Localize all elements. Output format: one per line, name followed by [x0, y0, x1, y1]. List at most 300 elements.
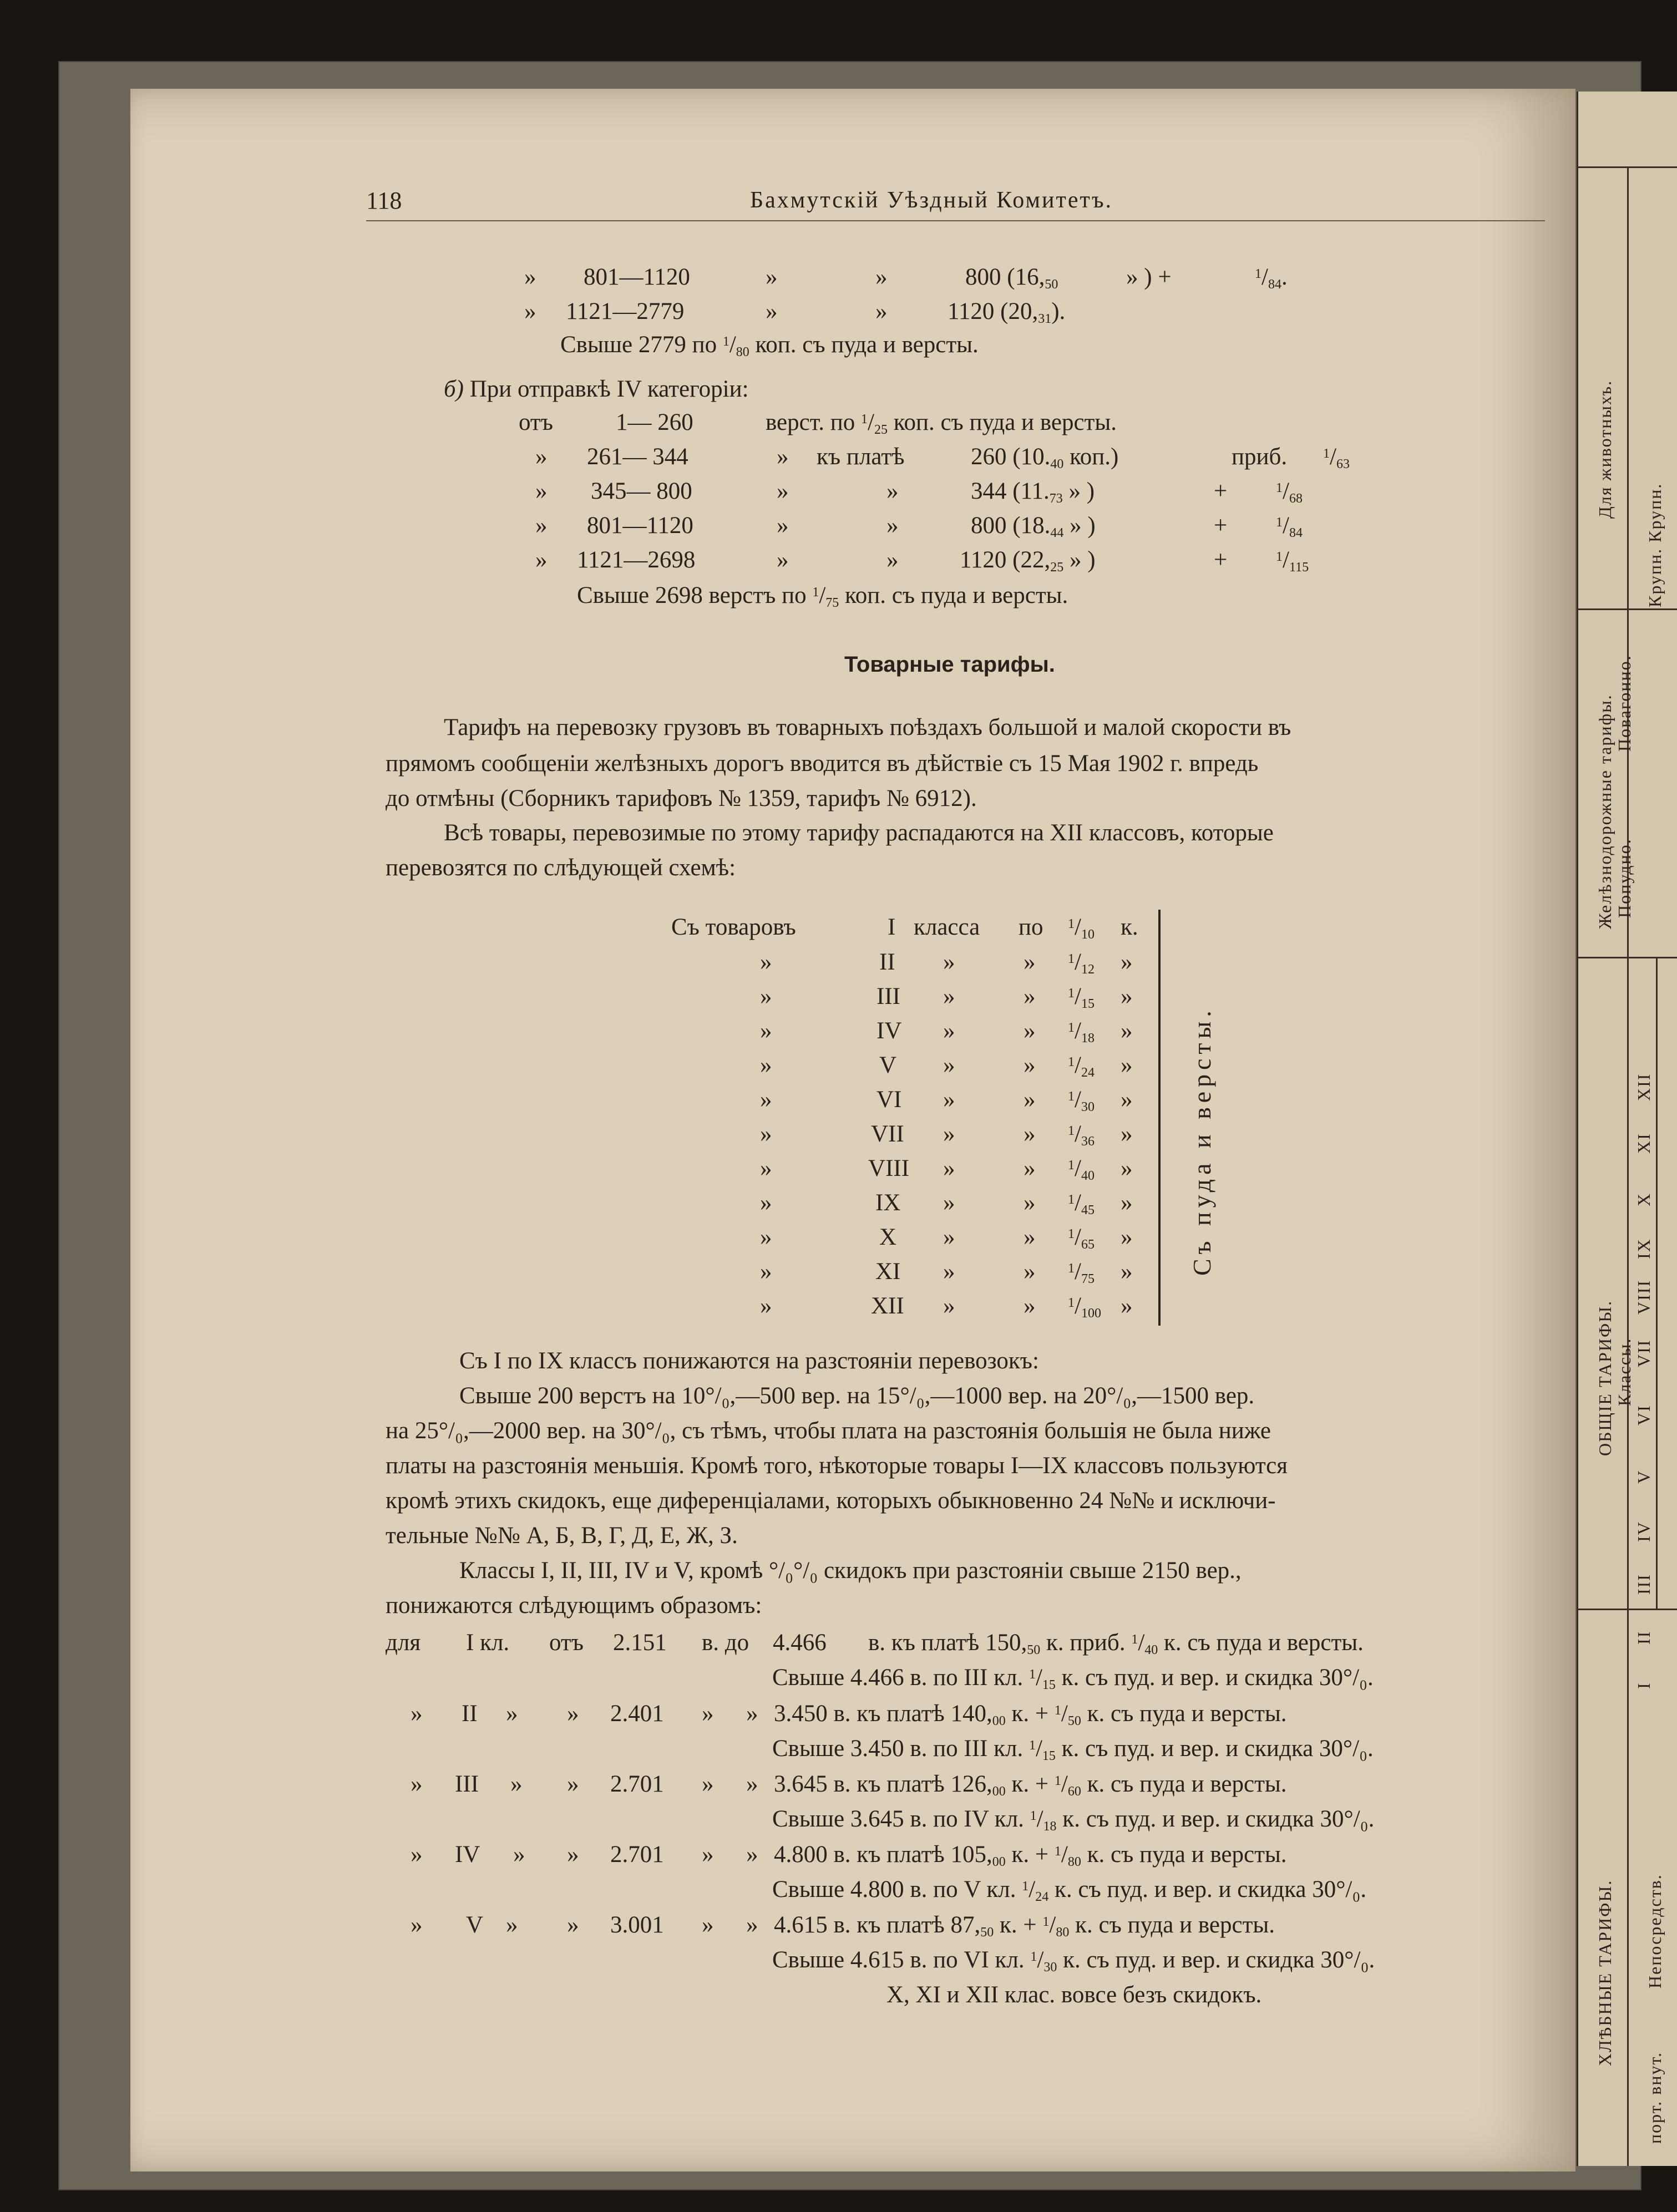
reduction-beyond: Свыше 4.800 в. по V кл. $^1/_{24}$ к. съ пуд. и вер. и скидка 30°/₀. — [772, 1876, 1367, 1904]
class-number: IX — [875, 1190, 901, 1216]
rate-den: 65 — [1081, 1237, 1095, 1252]
ditto-mark: » — [875, 298, 888, 324]
ditto-mark: » — [1024, 1259, 1036, 1285]
ditto-mark: » — [567, 1771, 579, 1797]
rate-den: 10 — [1081, 927, 1095, 942]
ditto-mark: » — [1121, 983, 1133, 1009]
ditto-mark: » — [1024, 1190, 1036, 1216]
ditto-mark: » — [760, 1155, 772, 1181]
class-label: I кл. — [466, 1630, 510, 1656]
ditto-mark: » — [567, 1701, 579, 1727]
ditto-mark: » — [943, 1155, 955, 1181]
ditto-mark: » — [760, 1190, 772, 1216]
rate-tail: коп. съ пуда и версты. — [893, 409, 1117, 435]
beyond-text: Свыше 4.615 в. по VI кл. — [772, 1947, 1025, 1973]
charge-op: к. + — [1011, 1771, 1049, 1797]
bracket-label: Съ пуда и версты. — [1188, 1006, 1216, 1276]
ditto-mark: » — [1024, 1018, 1036, 1044]
charge-kopecks: 00 — [992, 1855, 1006, 1869]
class-rate: $^1/_{36}$ — [1068, 1121, 1095, 1149]
ditto-mark: » — [1121, 1121, 1133, 1147]
ditto-mark: » — [886, 478, 899, 504]
distance-to: 3.450 — [774, 1701, 828, 1727]
reduction-rate: 4.615 в. къ платѣ $87,_{50}$ к. + $^1/_{80}$ к. съ пуда и версты. — [774, 1912, 1275, 1940]
ditto-mark: » — [886, 513, 899, 539]
rate-den: 24 — [1035, 1890, 1049, 1904]
class-rate: $^1/_{18}$ — [1068, 1018, 1095, 1046]
section-b-label: б) — [444, 376, 464, 402]
charge-kopecks: 00 — [992, 1714, 1006, 1728]
rate-num: 1 — [1068, 952, 1075, 966]
charge-text: в. къ платѣ 126, — [833, 1771, 992, 1797]
text-line: понижаются слѣдующимъ образомъ: — [386, 1592, 762, 1619]
rate-num: 1 — [1068, 986, 1075, 1001]
ditto-mark: » — [766, 298, 778, 324]
ditto-mark: » — [1024, 949, 1036, 975]
class-label: V — [466, 1912, 484, 1938]
class-col: II — [1634, 1630, 1654, 1645]
closing-paren: ). — [1051, 298, 1066, 324]
ditto-mark: » — [506, 1912, 518, 1938]
rate-den: 80 — [736, 345, 749, 359]
distance-range: 801—1120 — [584, 264, 690, 290]
base-charge-value: 1120 (20, — [948, 298, 1038, 324]
class-number: III — [877, 983, 900, 1009]
class-col: VI — [1634, 1404, 1654, 1425]
rate-num: 1 — [1068, 1261, 1075, 1276]
ditto-mark: » — [411, 1841, 423, 1868]
ditto-mark: » — [760, 1087, 772, 1113]
rate-num: 1 — [1068, 1158, 1075, 1173]
text-line: Тарифъ на перевозку грузовъ въ товарныхъ поѣздахъ большой и малой скорости въ — [444, 714, 1291, 740]
charge-op: к. + — [1011, 1841, 1049, 1868]
distance-to: 4.615 — [774, 1912, 828, 1938]
side-label: Повагонно. — [1614, 655, 1634, 752]
ditto-mark: » — [1024, 1087, 1036, 1113]
for-word: для — [386, 1630, 421, 1656]
surcharge-op: + — [1214, 478, 1228, 504]
rate-den: 25 — [874, 423, 888, 437]
beyond-text: Свыше 3.450 в. по III кл. — [772, 1736, 1024, 1762]
base-charge-value: 344 (11. — [971, 478, 1050, 504]
ditto-mark: » — [943, 1121, 955, 1147]
beyond-text: Свыше 3.645 в. по IV кл. — [772, 1806, 1024, 1832]
base-charge-kopecks: 50 — [1045, 277, 1058, 292]
class-col: IV — [1634, 1521, 1654, 1542]
class-number: X — [879, 1224, 897, 1250]
ditto-mark: » — [411, 1701, 423, 1727]
side-label: Желѣзнодорожные тарифы. — [1595, 694, 1615, 929]
base-charge-unit: коп.) — [1070, 444, 1119, 470]
ditto-mark: » — [943, 1087, 955, 1113]
rate-den: 30 — [1081, 1100, 1095, 1114]
rate-den: 84 — [1289, 526, 1303, 540]
text-line: до отмѣны (Сборникъ тарифовъ № 1359, тарифъ № 6912). — [386, 785, 977, 811]
class-col: VII — [1634, 1339, 1654, 1367]
class-label: III — [455, 1771, 479, 1797]
rate-num: 1 — [1068, 917, 1075, 931]
rate-den: 68 — [1289, 491, 1303, 506]
ditto-mark: » — [567, 1912, 579, 1938]
ditto-mark: » — [760, 1018, 772, 1044]
rate-den: 60 — [1067, 1784, 1081, 1799]
base-charge — [971, 514, 1096, 540]
class-number: VII — [871, 1121, 904, 1147]
class-rate: $^1/_{40}$ — [1068, 1155, 1095, 1183]
running-title: Бахмутскій Уѣздный Комитетъ. — [750, 187, 1113, 213]
charge-text: в. къ платѣ 140, — [833, 1701, 992, 1727]
rate-num: 1 — [1029, 1667, 1036, 1682]
class-col: XI — [1634, 1133, 1654, 1154]
rate-num: 1 — [1030, 1809, 1037, 1823]
rate-tail: к. съ пуда и версты. — [1087, 1841, 1287, 1868]
rate-den: 100 — [1081, 1306, 1101, 1321]
class-col: V — [1634, 1469, 1654, 1484]
rate-den: 80 — [1056, 1925, 1070, 1940]
ditto-mark: » — [886, 547, 899, 573]
charge-op: к. + — [1011, 1701, 1049, 1727]
ditto-mark: » — [1121, 1224, 1133, 1250]
ditto-mark: » — [777, 513, 789, 539]
class-col: X — [1634, 1192, 1654, 1206]
base-charge — [948, 300, 1065, 326]
reduction-rate: в. къ платѣ $150,_{50}$ к. приб. $^1/_{40}$ к. съ пуда и версты. — [868, 1630, 1364, 1657]
ditto-mark: » — [760, 1224, 772, 1250]
text-line: кромѣ этихъ скидокъ, еще диференціалами, которыхъ обыкновенно 24 №№ и исключи- — [386, 1488, 1276, 1514]
ditto-mark: » — [524, 264, 536, 290]
ditto-mark: » — [746, 1841, 758, 1868]
rate-num: 1 — [812, 585, 819, 600]
rate-den: 24 — [1081, 1066, 1095, 1080]
rate-tail: . — [1281, 264, 1288, 290]
charge-text: в. къ платѣ 87, — [833, 1912, 981, 1938]
distance-range: 345— 800 — [591, 478, 692, 504]
rule — [1627, 166, 1629, 2166]
class-rate: $^1/_{15}$ — [1068, 983, 1095, 1011]
surcharge-op: + — [1214, 547, 1228, 573]
top-final-line: Свыше 2779 по $^1/_{80}$ коп. съ пуда и версты. — [560, 332, 979, 359]
ditto-mark: » — [702, 1771, 714, 1797]
section-heading: Товарные тарифы. — [844, 652, 1055, 677]
ditto-mark: » — [535, 513, 548, 539]
ditto-mark: » — [760, 1121, 772, 1147]
text-line: на 25°/₀,—2000 вер. на 30°/₀, съ тѣмъ, чтобы плата на разстоянія большія не была ниже — [386, 1418, 1271, 1444]
rate-num: 1 — [1131, 1632, 1138, 1647]
rate-fraction: $^1/_{115}$ — [1276, 547, 1309, 575]
charge-kopecks: 00 — [992, 1784, 1006, 1799]
rate-den: 36 — [1081, 1134, 1095, 1149]
rate-num: 1 — [1068, 1296, 1075, 1310]
ditto-mark: » — [760, 1052, 772, 1078]
rate-num: 1 — [1054, 1844, 1061, 1859]
ditto-mark: » — [766, 264, 778, 290]
rate-den: 18 — [1043, 1819, 1057, 1834]
final-line: X, XI и XII клас. вовсе безъ скидокъ. — [886, 1982, 1262, 2008]
ditto-mark: » — [760, 983, 772, 1009]
class-label: II — [462, 1701, 478, 1727]
class-number: II — [879, 949, 895, 975]
rate-fraction: $^1/_{84}$ — [1276, 513, 1303, 540]
rate-tail: к. съ пуда и версты. — [1164, 1630, 1364, 1656]
final-tail: коп. съ пуда и версты. — [845, 582, 1068, 608]
reduction-rate: 4.800 в. къ платѣ $105,_{00}$ к. + $^1/_{80}$ к. съ пуда и версты. — [774, 1841, 1287, 1869]
rate-den: 115 — [1289, 560, 1309, 575]
ditto-mark: » — [702, 1701, 714, 1727]
rate-tail: к. съ пуда и версты. — [1087, 1701, 1287, 1727]
ditto-mark: » — [777, 444, 789, 470]
base-charge-value: 800 (16, — [965, 264, 1045, 290]
adjacent-page — [1577, 92, 1677, 2166]
class-rate: $^1/_{45}$ — [1068, 1190, 1095, 1217]
surcharge-op: приб. — [1232, 444, 1288, 470]
text-line: платы на разстоянія меньшія. Кромѣ того, нѣкоторые товары I—IX классовъ пользуются — [386, 1453, 1288, 1479]
rate-num: 1 — [1068, 1227, 1075, 1241]
ditto-mark: » — [943, 949, 955, 975]
distance-range: 801—1120 — [587, 513, 693, 539]
side-label: Классы. — [1614, 1337, 1634, 1406]
rate-num: 1 — [1068, 1021, 1075, 1035]
base-charge-value: 1120 (22, — [960, 547, 1051, 573]
distance-from: 2.701 — [610, 1771, 664, 1797]
class-number: V — [879, 1052, 897, 1078]
ditto-mark: » — [1121, 949, 1133, 975]
rate-den: 84 — [1268, 277, 1281, 292]
reduction-beyond: Свыше 3.450 в. по III кл. $^1/_{15}$ к. съ пуд. и вер. и скидка 30°/₀. — [772, 1736, 1374, 1763]
rate-tail: к. съ пуда и версты. — [1087, 1771, 1287, 1797]
surcharge-op: + — [1214, 513, 1228, 539]
ditto-mark: » — [943, 1293, 955, 1319]
class-number: VIII — [868, 1155, 910, 1181]
rate-num: 1 — [1029, 1738, 1036, 1753]
rate-num: 1 — [1068, 1055, 1075, 1069]
ditto-mark: » — [1024, 1052, 1036, 1078]
distance-from: 3.001 — [610, 1912, 664, 1938]
distance-to: 4.800 — [774, 1841, 828, 1868]
bracket-line — [1158, 910, 1161, 1326]
side-label: ОБЩІЕ ТАРИФЫ. — [1595, 1300, 1615, 1456]
ditto-mark: » — [1121, 1052, 1133, 1078]
beyond-tail: к. съ пуд. и вер. и скидка 30°/₀. — [1061, 1665, 1374, 1691]
base-charge — [971, 479, 1095, 505]
side-label: Непосредств. — [1645, 1874, 1665, 1988]
rate-num: 1 — [1276, 481, 1283, 495]
rate-num: 1 — [1042, 1915, 1050, 1929]
rate-num: 1 — [722, 334, 729, 349]
ditto-mark: » — [1024, 1121, 1036, 1147]
charge-kopecks: 50 — [980, 1925, 994, 1940]
class-col: I — [1634, 1682, 1654, 1689]
charge-word: къ платѣ — [817, 444, 905, 470]
ditto-mark: » — [567, 1841, 579, 1868]
text-line: Всѣ товары, перевозимые по этому тарифу распадаются на XII классовъ, которые — [444, 820, 1274, 846]
ditto-mark: » — [760, 949, 772, 975]
text-line: тельные №№ А, Б, В, Г, Д, Е, Ж, З. — [386, 1523, 738, 1549]
base-charge-kopecks: 44 — [1050, 526, 1064, 540]
class-rate: $^1/_{30}$ — [1068, 1087, 1095, 1114]
ditto-mark: » — [411, 1912, 423, 1938]
ditto-mark: » — [1121, 1018, 1133, 1044]
ditto-mark: » — [1024, 1155, 1036, 1181]
class-col: VIII — [1634, 1279, 1654, 1315]
ditto-mark: » — [746, 1701, 758, 1727]
section-b-final: Свыше 2698 верстъ по $^1/_{75}$ коп. съ пуда и версты. — [577, 582, 1068, 610]
rate-den: 45 — [1081, 1203, 1095, 1217]
distance-range: 1121—2779 — [566, 298, 685, 324]
ditto-mark: » — [1121, 1293, 1133, 1319]
beyond-tail: к. съ пуд. и вер. и скидка 30°/₀. — [1054, 1876, 1367, 1902]
class-col: III — [1634, 1574, 1654, 1595]
ditto-mark: » — [943, 983, 955, 1009]
class-number: XII — [871, 1293, 904, 1319]
class-word: класса — [914, 914, 980, 940]
ditto-mark: » — [1024, 1224, 1036, 1250]
beyond-text: Свыше 4.466 в. по III кл. — [772, 1665, 1024, 1691]
distance-range: 1— 260 — [616, 409, 693, 435]
rate-den: 15 — [1042, 1678, 1056, 1692]
rate-den: 15 — [1042, 1749, 1056, 1763]
surcharge-op: » ) + — [1126, 264, 1172, 290]
class-number: I — [888, 914, 896, 940]
rate-num: 1 — [1255, 267, 1261, 281]
rate-den: 75 — [1081, 1272, 1095, 1286]
charge-text: в. къ платѣ 105, — [833, 1841, 992, 1868]
distance-from: 2.701 — [610, 1841, 664, 1868]
rate-den: 18 — [1081, 1031, 1095, 1046]
ditto-mark: » — [1121, 1190, 1133, 1216]
ditto-mark: » — [535, 547, 548, 573]
rate-line: верст. по $^1/_{25}$ коп. съ пуда и версты. — [766, 409, 1117, 437]
ditto-mark: » — [506, 1701, 518, 1727]
distance-from: 2.401 — [610, 1701, 664, 1727]
po-word: по — [1019, 914, 1043, 940]
rate-num: 1 — [1030, 1950, 1037, 1964]
text-line: перевозятся по слѣдующей схемѣ: — [386, 855, 736, 881]
rate-num: 1 — [1022, 1879, 1029, 1894]
ditto-mark: » — [943, 1224, 955, 1250]
text-line: прямомъ сообщеніи желѣзныхъ дорогъ вводится въ дѣйствіе съ 15 Мая 1902 г. впредь — [386, 750, 1259, 777]
ditto-mark: » — [943, 1052, 955, 1078]
rate-num: 1 — [1054, 1774, 1061, 1788]
base-charge-kopecks: 40 — [1050, 457, 1064, 471]
rate-num: 1 — [1276, 515, 1283, 530]
class-rate: $^1/_{10}$ — [1068, 914, 1095, 942]
ditto-mark: » — [513, 1841, 525, 1868]
rate-num: 1 — [1068, 1193, 1075, 1207]
rate-den: 12 — [1081, 962, 1095, 977]
rate-fraction: $^1/_{63}$ — [1323, 444, 1350, 471]
class-number: VI — [877, 1087, 902, 1113]
rate-den: 75 — [825, 596, 839, 610]
text-line: Свыше 200 верстъ на 10°/₀,—500 вер. на 15°/₀,—1000 вер. на 20°/₀,—1500 вер. — [459, 1383, 1255, 1409]
from-word: отъ — [549, 1630, 584, 1656]
rate-num: 1 — [1068, 1089, 1075, 1104]
rate-num: 1 — [1323, 447, 1330, 461]
ditto-mark: » — [1024, 1293, 1036, 1319]
ditto-mark: » — [943, 1018, 955, 1044]
class-rate: $^1/_{65}$ — [1068, 1224, 1095, 1252]
base-charge — [960, 548, 1096, 574]
rate-den: 50 — [1067, 1714, 1081, 1728]
base-charge-kopecks: 31 — [1038, 312, 1052, 326]
class-rate: $^1/_{100}$ — [1068, 1293, 1101, 1321]
rate-fraction: $^1/_{68}$ — [1276, 478, 1303, 506]
page-number: 118 — [366, 187, 402, 214]
kopeck-word: к. — [1121, 914, 1138, 940]
to-word: в. до — [702, 1630, 749, 1656]
header-rule — [366, 220, 1545, 221]
top-final-lead: Свыше 2779 по — [560, 332, 717, 358]
class-rate: $^1/_{24}$ — [1068, 1052, 1095, 1080]
class-number: IV — [877, 1018, 902, 1044]
ditto-mark: » — [777, 547, 789, 573]
base-charge — [971, 445, 1118, 471]
ditto-mark: » — [746, 1771, 758, 1797]
ditto-mark: » — [760, 1293, 772, 1319]
base-charge-unit: » ) — [1068, 478, 1095, 504]
base-charge-unit: » ) — [1070, 513, 1096, 539]
ditto-mark: » — [943, 1190, 955, 1216]
charge-kopecks: 50 — [1027, 1643, 1041, 1657]
rate-num: 1 — [1276, 550, 1283, 564]
charge-op: к. приб. — [1046, 1630, 1126, 1656]
reduction-beyond: Свыше 4.466 в. по III кл. $^1/_{15}$ к. съ пуд. и вер. и скидка 30°/₀. — [772, 1665, 1374, 1692]
final-lead: Свыше 2698 верстъ по — [577, 582, 807, 608]
beyond-text: Свыше 4.800 в. по V кл. — [772, 1876, 1016, 1902]
class-col: IX — [1634, 1238, 1654, 1259]
base-charge-kopecks: 73 — [1049, 491, 1063, 506]
beyond-tail: к. съ пуд. и вер. и скидка 30°/₀. — [1063, 1947, 1375, 1973]
rate-num: 1 — [1068, 1124, 1075, 1138]
class-label: IV — [455, 1841, 480, 1868]
class-rate: $^1/_{75}$ — [1068, 1259, 1095, 1286]
ditto-mark: » — [535, 444, 548, 470]
table-lead: Съ товаровъ — [671, 914, 796, 940]
class-col: XII — [1634, 1073, 1654, 1101]
rate-lead: верст. по — [766, 409, 855, 435]
from-word: отъ — [519, 409, 553, 435]
base-charge-kopecks: 25 — [1050, 560, 1064, 575]
rate-den: 30 — [1043, 1960, 1057, 1975]
side-label: Для животныхъ. — [1595, 379, 1615, 519]
distance-range: 261— 344 — [587, 444, 688, 470]
base-charge-value: 260 (10. — [971, 444, 1051, 470]
distance-to: 3.645 — [774, 1771, 828, 1797]
rate-den: 80 — [1067, 1855, 1081, 1869]
rate-fraction: $^1/_{84}$. — [1255, 264, 1288, 292]
base-charge — [965, 265, 1058, 291]
ditto-mark: » — [535, 478, 548, 504]
ditto-mark: » — [411, 1771, 423, 1797]
ditto-mark: » — [1121, 1259, 1133, 1285]
ditto-mark: » — [1121, 1087, 1133, 1113]
base-charge-unit: » ) — [1069, 547, 1096, 573]
rule — [1656, 957, 1658, 1609]
rate-den: 63 — [1336, 457, 1350, 471]
ditto-mark: » — [777, 478, 789, 504]
ditto-mark: » — [702, 1912, 714, 1938]
charge-text: в. къ платѣ 150, — [868, 1630, 1027, 1656]
top-final-tail: коп. съ пуда и версты. — [755, 332, 979, 358]
reduction-rate: 3.645 в. къ платѣ $126,_{00}$ к. + $^1/_{60}$ к. съ пуда и версты. — [774, 1771, 1287, 1799]
side-label: порт. внут. — [1645, 2051, 1665, 2144]
side-label: ХЛѢБНЫЕ ТАРИФЫ. — [1595, 1879, 1615, 2066]
rate-tail: к. съ пуда и версты. — [1075, 1912, 1275, 1938]
base-charge-value: 800 (18. — [971, 513, 1051, 539]
class-rate: $^1/_{12}$ — [1068, 949, 1095, 977]
distance-range: 1121—2698 — [577, 547, 696, 573]
ditto-mark: » — [760, 1259, 772, 1285]
section-b-title — [444, 377, 749, 401]
